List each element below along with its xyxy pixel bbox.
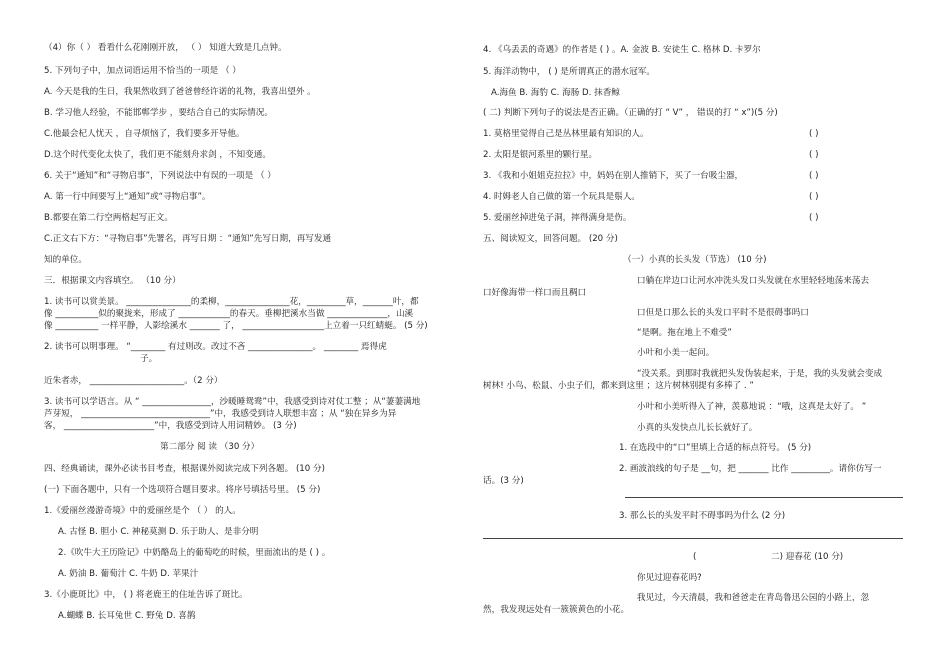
passage-1-question-2: 2. 画波浪线的句子是 __句，把 _______ 比作 _________。请你仿写一 — [619, 464, 882, 474]
section-4-title: 四、经典诵读，课外必读书目考查，根据课外阅读完成下列各题。 (10 分) — [44, 464, 325, 474]
question-5-title: 5. 下列句子中，加点词语运用不恰当的一项是 （ ） — [44, 66, 241, 76]
judgement-item-1: 1. 莫格里觉得自己是丛林里最有知识的人。 — [483, 129, 649, 139]
judgement-item-2: 2. 太阳是银河系里的颗行星。 — [483, 150, 598, 160]
judgement-answer-4[interactable]: ( ) — [809, 192, 819, 202]
judgement-answer-2[interactable]: ( ) — [809, 150, 819, 160]
section-4-subtitle: (一) 下面各题中，只有一个选项符合题目要求。将序号填括号里。 (5 分) — [44, 485, 321, 495]
section-3-item-1-line-1: 1. 读书可以赏美景。 _______________的柔柳，_______________花，_________草，_______叶，都 — [44, 297, 419, 307]
reading-question-1: 1.《爱丽丝漫游奇境》中的爱丽丝是个 （ ） 的人。 — [44, 506, 241, 516]
passage-1-line-9: 小真的头发快点儿长长就好了。 — [637, 423, 758, 433]
section-3-item-2-line-3: 近朱者赤， ______________________。（2 分） — [44, 376, 223, 386]
question-5-option-c: C.他最会杞人忧天 ，自寻烦恼了，我们要多开导他。 — [44, 129, 245, 139]
answer-line-3[interactable] — [483, 538, 903, 539]
judgement-item-5: 5. 爱丽丝掉进兔子洞，摔得满身是伤。 — [483, 213, 632, 223]
reading-question-3-options: A.蝴蝶 B. 长耳兔世 C. 野兔 D. 喜鹊 — [58, 611, 196, 621]
section-5-title: 五、阅读短文，回答问题。 (20 分) — [483, 234, 618, 244]
part-2-heading: 第二部分 阅 读 （30 分） — [160, 442, 260, 452]
section-3-item-2-line-2: 子。 — [140, 354, 158, 364]
section-3-item-1-line-2: 像 __________似的聚拢来，形成了 ____________的春天。垂柳把溪水当做 ______________，山溪 — [44, 309, 414, 319]
passage-1-question-2-cont: 话。(3 分) — [483, 476, 524, 486]
reading-question-5: 5. 海洋动物中， ( ) 是所谓真正的潜水冠军。 — [483, 67, 655, 77]
passage-2-line-3: 然，我发现远处有一簇簇黄色的小花。 — [483, 605, 630, 615]
passage-2-line-2: 我见过，今天清晨，我和爸爸走在青岛鲁迅公园的小路上，忽 — [637, 593, 870, 603]
passage-1-line-6: “没关系。到那时我就把头发伪装起来，于是，我的头发就会变成 — [637, 369, 883, 379]
reading-question-4: 4. 《乌丢丢的奇遇》的作者是 ( ) 。A. 金波 B. 安徒生 C. 格林 D. 卡罗尔 — [483, 45, 761, 55]
question-6-title: 6. 关于“通知”和“寻物启事”，下列说法中有误的一项是 （ ） — [44, 171, 276, 181]
passage-1-line-1: 口躺在岸边口让河水冲洗头发口头发就在水里轻轻地荡来荡去 — [637, 276, 870, 286]
judgement-answer-3[interactable]: ( ) — [809, 171, 819, 181]
passage-1-line-7: 树林! 小鸟、松鼠、小虫子们，都来到这里 ；这片树林别提有多棒了 . ” — [483, 381, 754, 391]
passage-1-line-8: 小叶和小美听得入了神，羡慕地说 ：“哦，这真是太好了。 ” — [637, 402, 867, 412]
reading-question-3: 3.《小鹿斑比》中， ( ) 将老鹿王的住址告诉了斑比。 — [44, 590, 248, 600]
judgement-section-title: ( 二) 判断下列句子的说法是否正确。（正确的打 “ V” ， 错误的打 “ x”)(5 分) — [483, 108, 778, 118]
section-3-item-2-line-1: 2. 读书可以明事理。 “________ 有过则改。改过不吝 _______________。 ________ 焉得虎 — [44, 342, 387, 352]
reading-question-5-options: A.海鱼 B. 海豹 C. 海肠 D. 抹香鲸 — [491, 88, 620, 98]
judgement-item-4: 4. 时姆老人自己做的第一个玩具是鬃人。 — [483, 192, 641, 202]
judgement-answer-5[interactable]: ( ) — [809, 213, 819, 223]
question-4-line: （4）你（ ） 看看什么花刚刚开放， （ ） 知道大致是几点钟。 — [44, 43, 287, 53]
passage-2-title-paren: ( — [693, 552, 697, 562]
passage-1-title: （一）小真的长头发（节选） (10 分) — [623, 255, 767, 265]
passage-1-line-5: 小叶和小美一起问。 — [637, 348, 715, 358]
passage-2-title: 二) 迎春花 (10 分) — [771, 552, 844, 562]
reading-question-2: 2.《吹牛大王历险记》中奶酪岛上的葡萄吃的时候，里面流出的是 ( ) 。 — [58, 548, 331, 558]
passage-2-line-1: 你见过迎春花吗? — [637, 573, 702, 583]
question-6-option-c: C.正文右下方：“寻物启事”先署名，再写日期 ：“通知”先写日期，再写发通 — [44, 234, 332, 244]
answer-line-2[interactable] — [625, 497, 903, 498]
question-6-option-b: B.都要在第二行空两格起写正文。 — [44, 213, 173, 223]
question-5-option-b: B. 学习他人经验，不能邯郸学步 ，要结合自己的实际情况。 — [44, 108, 273, 118]
passage-1-line-4: “是啊。拖在地上不难受” — [637, 328, 732, 338]
question-6-option-c-cont: 知的单位。 — [44, 255, 87, 265]
reading-question-2-options: A. 奶油 B. 葡萄汁 C. 牛奶 D. 苹果汁 — [58, 569, 199, 579]
passage-1-line-2: 口好像海带一样口而且稠口 — [483, 288, 587, 298]
judgement-item-3: 3. 《我和小姐姐克拉拉》中，妈妈在别人推销下，买了一台吸尘器， — [483, 171, 744, 181]
question-6-option-a: A. 第一行中间要写上“通知”或“寻物启事”。 — [44, 192, 211, 202]
section-3-item-3-line-1: 3. 读书可以学语言。从 “ ________________，沙暖睡鸳鸯”中，我感受到诗对仗工整 ；从“萋萋满地 — [44, 397, 421, 407]
section-3-item-1-line-3: 像 __________ 一样平静，人影绘溪水 _______ 了， ___________________上立着一只红蜻蜓。 (5 分) — [44, 321, 428, 331]
question-5-option-d: D.这个时代变化太快了，我们更不能刻舟求剑 ，不知变通。 — [44, 150, 271, 160]
judgement-answer-1[interactable]: ( ) — [809, 129, 819, 139]
section-3-item-3-line-3: 客， _____________________”中，我感受到诗人用词精妙。 (3 分) — [44, 421, 297, 431]
passage-1-question-1: 1. 在选段中的“口”里填上合适的标点符号。 (5 分) — [619, 443, 812, 453]
reading-question-1-options: A. 古怪 B. 胆小 C. 神秘莫测 D. 乐于助人、是非分明 — [58, 527, 259, 537]
section-3-item-3-line-2: 芦芽短， ______________________________”中，我感受到诗人联想丰富 ；从 “独在异乡为异 — [44, 409, 397, 419]
passage-1-line-3: 口但是口那么长的头发口平时不是很碍事吗口 — [637, 308, 809, 318]
passage-1-question-3: 3. 那么长的头发平时不碍事吗为什么 (2 分) — [619, 511, 786, 521]
section-3-title: 三．根据课文内容填空。 （10 分） — [44, 276, 181, 286]
question-5-option-a: A. 今天是我的生日，我果然收到了爸爸曾经许诺的礼物，我喜出望外 。 — [44, 87, 316, 97]
